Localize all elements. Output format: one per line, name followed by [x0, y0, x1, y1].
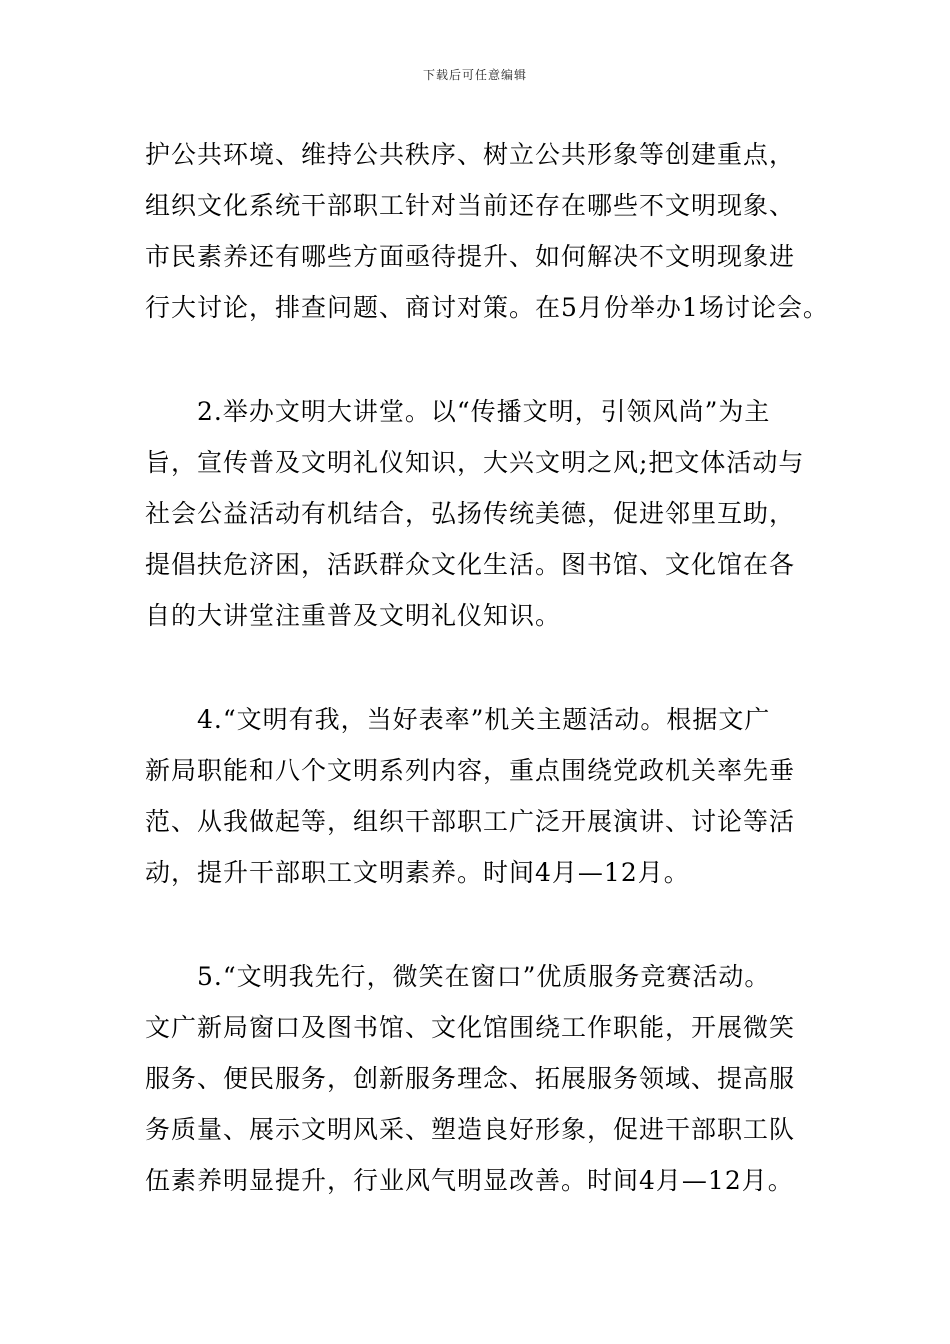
page-header-note: 下载后可任意编辑: [422, 68, 527, 82]
text-line: 务质量、展示文明风采、塑造良好形象，促进干部职工队: [145, 1115, 796, 1144]
text-line: 行大讨论，排查问题、商讨对策。在5月份举办1场讨论会。: [145, 293, 829, 322]
text-line: 2.举办文明大讲堂。以“传播文明，引领风尚”为主: [197, 397, 771, 426]
text-line: 伍素养明显提升，行业风气明显改善。时间4月—12月。: [145, 1166, 794, 1195]
text-line: 旨，宣传普及文明礼仪知识，大兴文明之风;把文体活动与: [145, 448, 805, 477]
text-line: 4.“文明有我，当好表率”机关主题活动。根据文广: [197, 705, 771, 734]
text-line: 护公共环境、维持公共秩序、树立公共形象等创建重点，: [145, 140, 796, 169]
text-line: 市民素养还有哪些方面亟待提升、如何解决不文明现象进: [145, 242, 796, 271]
paragraph-item-5: [145, 951, 810, 1206]
text-line: 新局职能和八个文明系列内容，重点围绕党政机关率先垂: [145, 756, 796, 785]
text-line: 自的大讲堂注重普及文明礼仪知识。: [145, 601, 562, 630]
text-line: 文广新局窗口及图书馆、文化馆围绕工作职能，开展微笑: [145, 1013, 796, 1042]
paragraph-continuation: [145, 129, 829, 333]
text-line: 范、从我做起等，组织干部职工广泛开展演讲、讨论等活: [145, 807, 796, 836]
text-line: 提倡扶危济困，活跃群众文化生活。图书馆、文化馆在各: [145, 550, 796, 579]
text-line: 动，提升干部职工文明素养。时间4月—12月。: [145, 858, 690, 887]
document-body: [145, 129, 829, 1259]
paragraph-item-4: [145, 694, 810, 898]
text-line: 5.“文明我先行，微笑在窗口”优质服务竞赛活动。: [197, 962, 771, 991]
text-line: 社会公益活动有机结合，弘扬传统美德，促进邻里互助，: [145, 499, 796, 528]
text-line: 服务、便民服务，创新服务理念、拓展服务领域、提高服: [145, 1064, 796, 1093]
paragraph-item-2: [145, 386, 810, 641]
text-line: 组织文化系统干部职工针对当前还存在哪些不文明现象、: [145, 191, 796, 220]
